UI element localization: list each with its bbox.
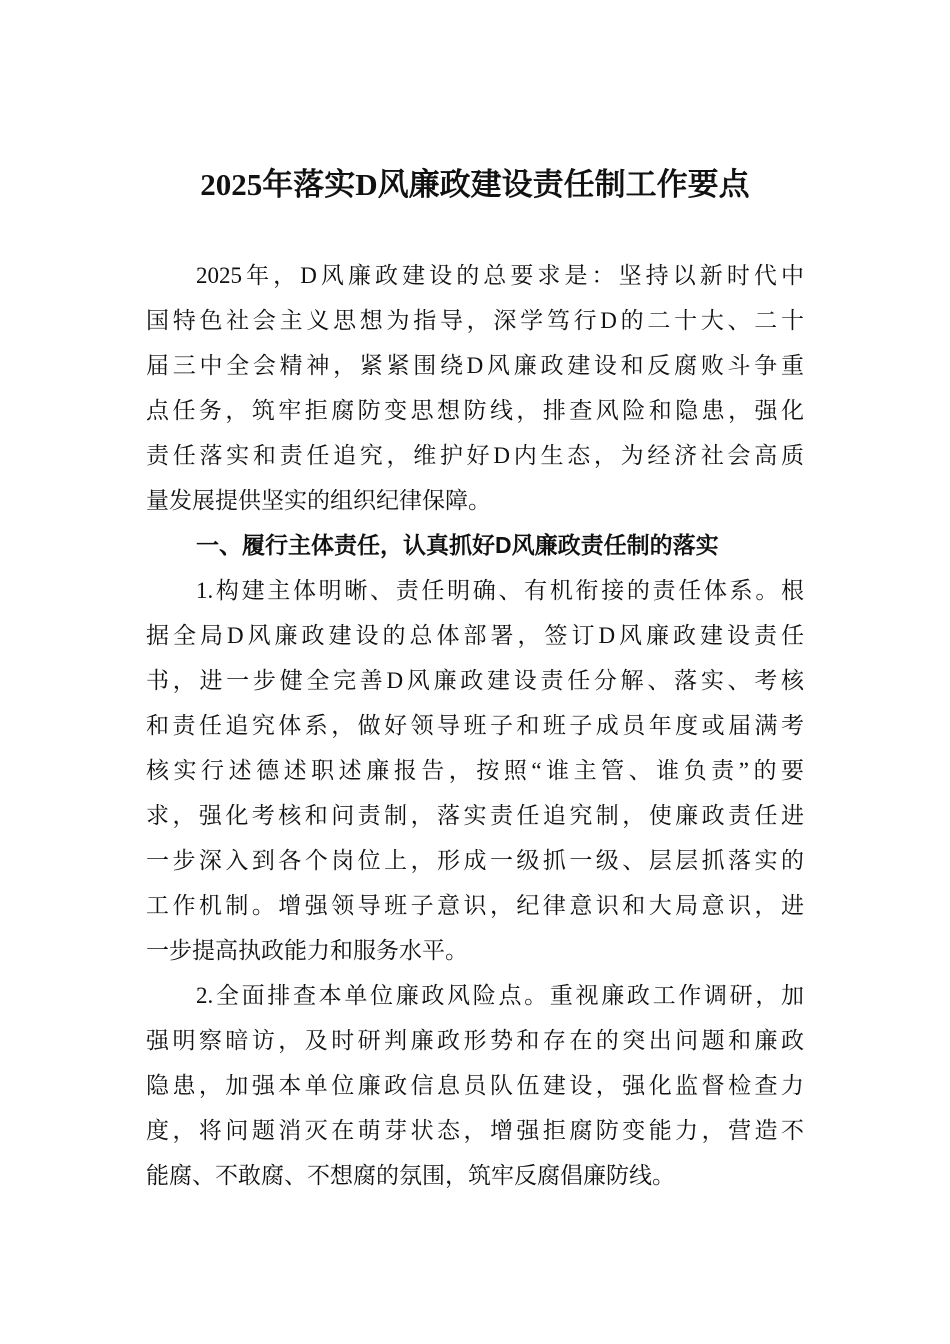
text-line: 届三中全会精神，紧紧围绕D风廉政建设和反腐败斗争重 xyxy=(146,353,804,378)
item-1-paragraph xyxy=(146,568,804,973)
text-line: 1.构建主体明晰、责任明确、有机衔接的责任体系。根 xyxy=(196,578,804,603)
text-line: 隐患，加强本单位廉政信息员队伍建设，强化监督检查力 xyxy=(146,1073,804,1098)
text-line: 量发展提供坚实的组织纪律保障。 xyxy=(146,488,491,513)
text-line: 点任务，筑牢拒腐防变思想防线，排查风险和隐患，强化 xyxy=(146,398,804,423)
text-line: 据全局D风廉政建设的总体部署，签订D风廉政建设责任 xyxy=(146,623,804,648)
text-line: 国特色社会主义思想为指导，深学笃行D的二十大、二十 xyxy=(146,308,804,333)
section-heading: 一、履行主体责任，认真抓好D风廉政责任制的落实 xyxy=(196,532,719,558)
text-line: 2.全面排查本单位廉政风险点。重视廉政工作调研，加 xyxy=(196,983,804,1008)
text-line: 能腐、不敢腐、不想腐的氛围，筑牢反腐倡廉防线。 xyxy=(146,1163,675,1188)
text-line: 和责任追究体系，做好领导班子和班子成员年度或届满考 xyxy=(146,713,804,738)
document-body xyxy=(146,253,804,1198)
text-line: 度，将问题消灭在萌芽状态，增强拒腐防变能力，营造不 xyxy=(146,1118,804,1143)
text-line: 责任落实和责任追究，维护好D内生态，为经济社会高质 xyxy=(146,443,804,468)
intro-paragraph xyxy=(146,253,804,523)
text-line: 核实行述德述职述廉报告，按照“谁主管、谁负责”的要 xyxy=(146,758,804,783)
document-title: 2025年落实D风廉政建设责任制工作要点 xyxy=(200,167,750,202)
text-line: 一步深入到各个岗位上，形成一级抓一级、层层抓落实的 xyxy=(146,848,804,873)
text-line: 工作机制。增强领导班子意识，纪律意识和大局意识，进 xyxy=(146,893,804,918)
text-line: 求，强化考核和问责制，落实责任追究制，使廉政责任进 xyxy=(146,803,804,828)
item-2-paragraph xyxy=(146,973,804,1198)
text-line: 2025年，D风廉政建设的总要求是：坚持以新时代中 xyxy=(196,263,804,288)
text-line: 强明察暗访，及时研判廉政形势和存在的突出问题和廉政 xyxy=(146,1028,804,1053)
text-line: 一步提高执政能力和服务水平。 xyxy=(146,938,468,963)
text-line: 书，进一步健全完善D风廉政建设责任分解、落实、考核 xyxy=(146,668,804,693)
